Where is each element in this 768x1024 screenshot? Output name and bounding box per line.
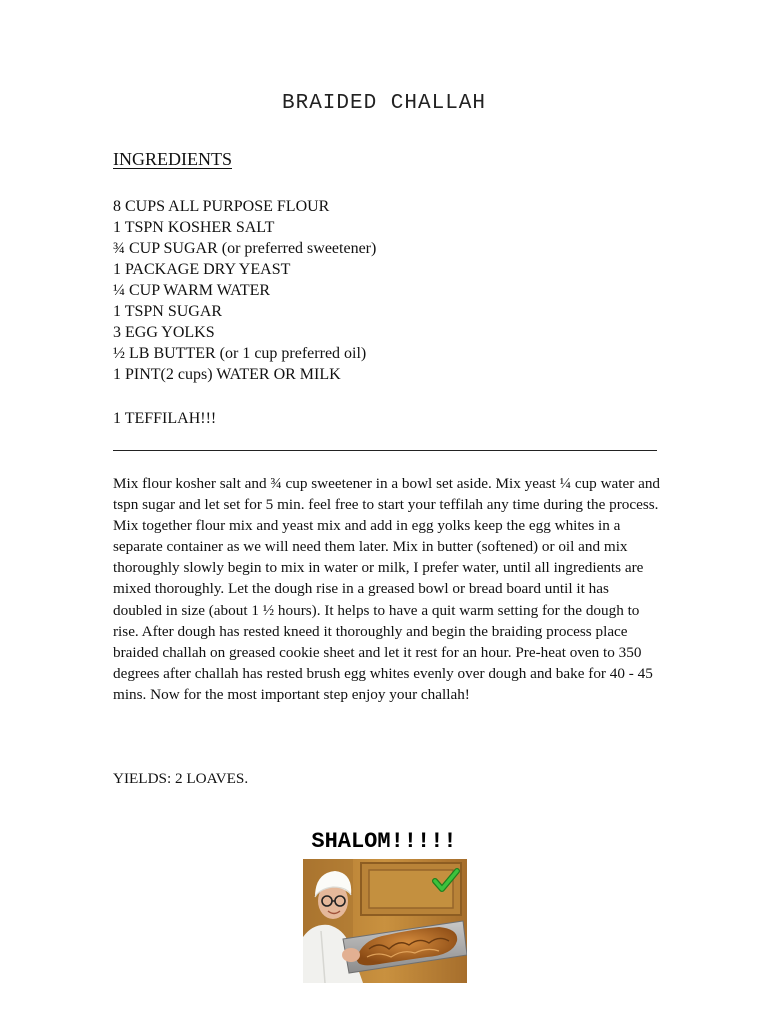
chef-challah-photo: [303, 859, 467, 983]
ingredient-item: 1 PINT(2 cups) WATER OR MILK: [113, 366, 341, 383]
ingredients-list: [113, 196, 376, 385]
ingredient-item: 1 TSPN SUGAR: [113, 303, 223, 320]
ingredient-item: ½ LB BUTTER (or 1 cup preferred oil): [113, 345, 367, 362]
ingredient-item: ¾ CUP SUGAR (or preferred sweetener): [113, 240, 377, 257]
document-title: BRAIDED CHALLAH: [281, 92, 487, 115]
ingredient-item: 3 EGG YOLKS: [113, 324, 215, 341]
instructions-paragraph: Mix flour kosher salt and ¾ cup sweetener in a bowl set aside. Mix yeast ¼ cup water and tspn sugar and let set for 5 min. feel free to start your teffilah any time during the process. Mix together flour mix and yeast mix and add in egg yolks keep the egg whites in a separate container as we will need them later. Mix in butter (softened) or oil and mix thoroughly slowly begin to mix in water or milk, I prefer water, until all ingredients are mixed thoroughly. Let the dough rise in a greased bowl or bread board until it has doubled in size (about 1 ½ hours). It helps to have a quit warm setting for the dough to rise. After dough has rested kneed it thoroughly and begin the braiding process place braided challah on greased cookie sheet and let it rest for an hour. Pre-heat oven to 350 degrees after challah has rested brush egg whites evenly over dough and bake for 40 - 45 mins. Now for the most important step enjoy your challah!: [113, 475, 661, 703]
ingredient-item: 1 PACKAGE DRY YEAST: [113, 261, 291, 278]
ingredient-item: 1 TSPN KOSHER SALT: [113, 219, 275, 236]
extra-ingredient: 1 TEFFILAH!!!: [113, 410, 217, 427]
ingredients-heading: INGREDIENTS: [113, 149, 232, 169]
closing-text: SHALOM!!!!!: [311, 829, 457, 854]
divider: [113, 450, 657, 451]
ingredient-item: ¼ CUP WARM WATER: [113, 282, 271, 299]
yields-text: YIELDS: 2 LOAVES.: [113, 770, 249, 787]
ingredient-item: 8 CUPS ALL PURPOSE FLOUR: [113, 198, 330, 215]
